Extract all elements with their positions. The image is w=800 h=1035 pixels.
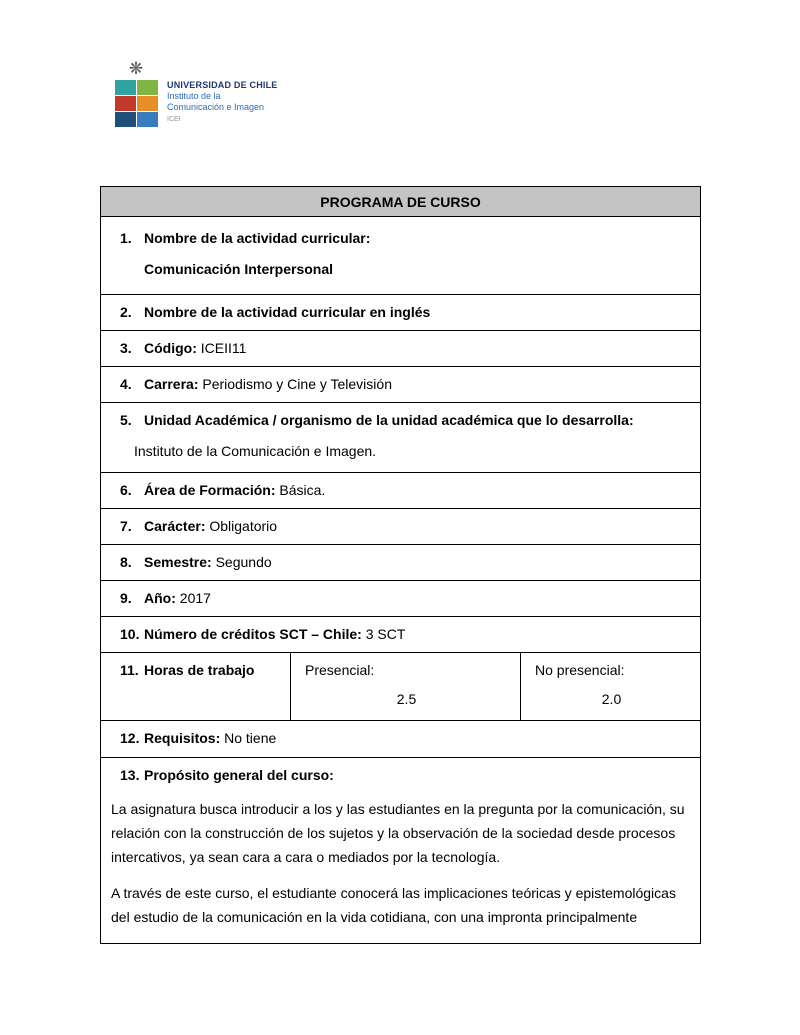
no-presencial-cell: [520, 653, 700, 720]
mosaic-square-green: [137, 80, 158, 95]
row-nombre-actividad: [101, 217, 700, 295]
row-carrera: [101, 367, 700, 403]
row-label: Carácter:: [144, 518, 206, 534]
row-label: Código:: [144, 340, 197, 356]
row-number: 9.: [120, 590, 132, 606]
row-label-line: [111, 766, 688, 785]
university-logo: [113, 58, 278, 127]
row-number: 5.: [120, 412, 132, 428]
presencial-value: 2.5: [396, 691, 417, 707]
row-label: Área de Formación:: [144, 482, 276, 498]
row-label: Carrera:: [144, 376, 199, 392]
row-label: Semestre:: [144, 554, 212, 570]
mosaic-square-red: [115, 96, 136, 111]
logo-mosaic: [113, 80, 159, 127]
mosaic-square-orange: [137, 96, 158, 111]
no-presencial-label: No presencial:: [535, 662, 625, 678]
table-title-text: PROGRAMA DE CURSO: [320, 194, 481, 210]
row-ano: [101, 581, 700, 617]
row-number: 12.: [120, 730, 140, 746]
row-label: Requisitos:: [144, 730, 221, 746]
row-number: 2.: [120, 304, 132, 320]
row-label: Horas de trabajo: [144, 662, 255, 678]
row-number: 1.: [120, 230, 132, 246]
row-label: Año:: [144, 590, 176, 606]
row-number: 6.: [120, 482, 132, 498]
row-proposito: [101, 758, 700, 943]
row-value: 3 SCT: [365, 626, 406, 642]
row-label: Nombre de la actividad curricular:: [144, 230, 371, 246]
row-semestre: [101, 545, 700, 581]
row-area-formacion: [101, 473, 700, 509]
row-number: 13.: [120, 767, 140, 783]
row-value: 2017: [179, 590, 211, 606]
row-caracter: [101, 509, 700, 545]
logo-institute-line2: Comunicación e Imagen: [167, 102, 265, 112]
logo-university-name: UNIVERSIDAD DE CHILE: [167, 80, 278, 90]
presencial-label: Presencial:: [305, 662, 375, 678]
presencial-cell: [290, 653, 520, 720]
logo-institute-line1: Instituto de la: [167, 91, 221, 101]
row-requisitos: [101, 721, 700, 758]
row-value: Comunicación Interpersonal: [144, 261, 334, 277]
row-label-line: [120, 411, 690, 430]
proposito-paragraph-1: La asignatura busca introducir a los y las estudiantes en la pregunta por la comunicación, su relación con la construcción de los sujetos y la observación de la sociedad desde procesos intercativos, ya sean cara a cara o mediados por la tecnología.: [111, 801, 685, 865]
row-value: Instituto de la Comunicación e Imagen.: [134, 443, 377, 459]
row-label: Nombre de la actividad curricular en inglés: [144, 304, 431, 320]
row-horas-trabajo: [101, 653, 700, 721]
row-label: Número de créditos SCT – Chile:: [144, 626, 362, 642]
row-number: 7.: [120, 518, 132, 534]
row-value: ICEII11: [200, 340, 247, 356]
mosaic-square-blue: [137, 112, 158, 127]
table-title: [101, 187, 700, 217]
proposito-paragraph-2: A través de este curso, el estudiante conocerá las implicaciones teóricas y epistemológicas del estudio de la comunicación en la vida cotidiana, con una impronta principalmente: [111, 885, 676, 925]
mosaic-square-teal: [115, 80, 136, 95]
horas-trabajo-cell: [101, 653, 290, 720]
course-program-table: [100, 186, 701, 944]
row-number: 10.: [120, 626, 140, 642]
row-value: Segundo: [215, 554, 272, 570]
row-number: 11.: [120, 662, 139, 678]
tree-icon: ❋: [128, 59, 144, 78]
row-value: Básica.: [279, 482, 326, 498]
row-label: Propósito general del curso:: [144, 767, 334, 783]
row-value: Periodismo y Cine y Televisión: [202, 376, 392, 392]
row-codigo: [101, 331, 700, 367]
logo-text: [167, 58, 278, 123]
logo-graphic: [113, 58, 159, 127]
row-label-line: [120, 229, 690, 248]
row-value: No tiene: [224, 730, 277, 746]
row-number: 4.: [120, 376, 132, 392]
row-unidad-academica: [101, 403, 700, 473]
row-value: Obligatorio: [209, 518, 278, 534]
row-number: 3.: [120, 340, 132, 356]
row-nombre-ingles: [101, 295, 700, 331]
no-presencial-value: 2.0: [601, 691, 622, 707]
row-number: 8.: [120, 554, 132, 570]
row-label: Unidad Académica / organismo de la unidad académica que lo desarrolla:: [144, 412, 634, 428]
logo-acronym: ICEI: [167, 116, 181, 123]
mosaic-square-navy: [115, 112, 136, 127]
row-creditos: [101, 617, 700, 653]
